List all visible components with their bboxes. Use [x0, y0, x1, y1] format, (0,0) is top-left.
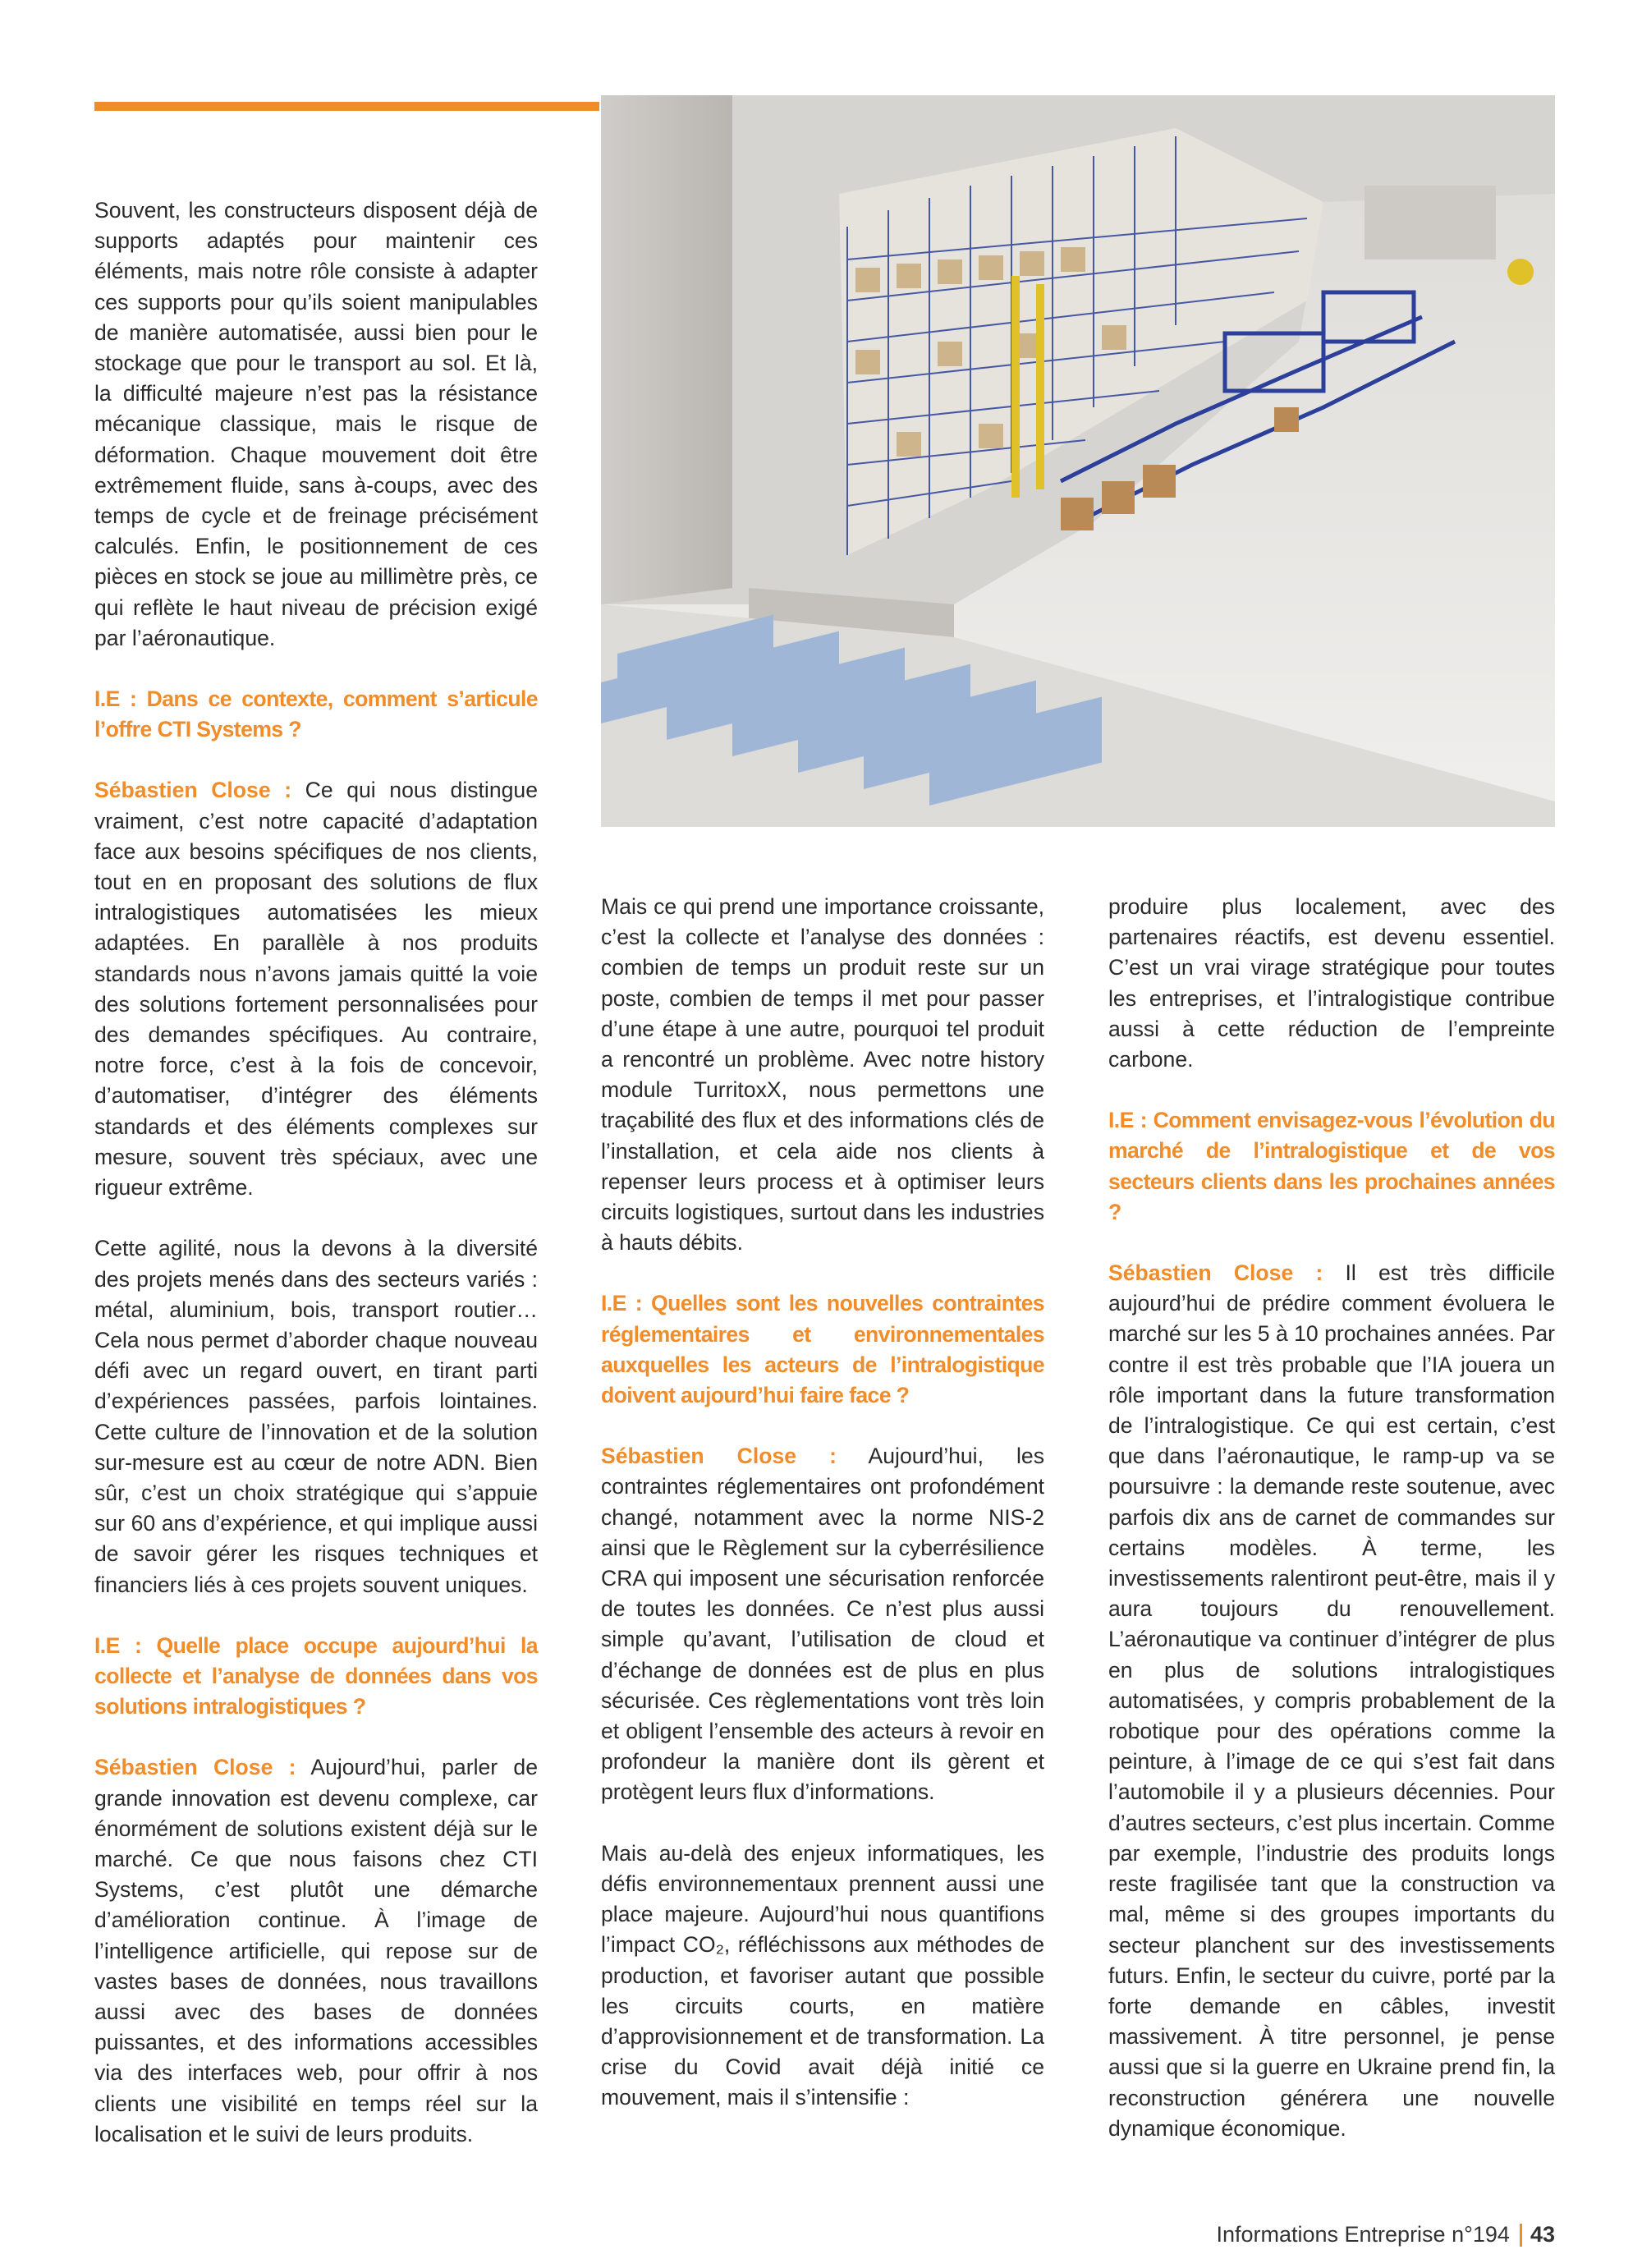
speaker-name: Sébastien Close :	[94, 1755, 296, 1780]
text-column-2	[601, 892, 1044, 2114]
answer-text: Ce qui nous distingue vraiment, c’est notre capacité d’adaptation face aux besoins spécifiques de nos clients, tout en en proposant des solutions de flux intralogistiques automatisées les mieux adaptées. En parallèle à nos produits standards nous n’avons jamais quitté la voie des solutions fortement personnalisées pour des demandes spécifiques. Au contraire, notre force, c’est à la fois de concevoir, d’automatiser, d’intégrer des éléments standards et des éléments complexes sur mesure, souvent très spéciaux, avec une rigueur extrême.	[94, 778, 538, 1201]
interview-question: I.E : Quelle place occupe aujourd’hui la collecte et l’analyse de données dans vos solutions intralogistiques ?	[94, 1632, 538, 1719]
interview-answer	[1108, 1258, 1555, 2144]
speaker-name: Sébastien Close :	[94, 778, 292, 803]
warehouse-illustration	[601, 95, 1555, 827]
page-number: 43	[1530, 2222, 1555, 2247]
warehouse-illustration-icon	[601, 95, 1555, 827]
footer-separator	[1520, 2224, 1522, 2247]
page-footer	[1216, 2222, 1555, 2247]
publication-name: Informations Entreprise n°194	[1216, 2222, 1510, 2247]
text-column-3	[1108, 892, 1555, 2144]
speaker-name: Sébastien Close :	[601, 1444, 837, 1469]
interview-answer	[94, 775, 538, 1203]
paragraph: Mais ce qui prend une importance croissante, c’est la collecte et l’analyse des données : combien de temps un produit reste sur un poste, combien de temps il met pour passer d’une étape à une autre, pourquoi tel produit a rencontré un problème. Avec notre history module TurritoxX, nous permettons une traçabilité des flux et des informations clés de l’installation, et cela aide nos clients à repenser leurs process et à optimiser leurs circuits logistiques, surtout dans les industries à hauts débits.	[601, 894, 1044, 1256]
top-accent-rule	[94, 102, 599, 111]
answer-text: Aujourd’hui, les contraintes réglementaires ont profondément changé, notamment avec la norme NIS-2 ainsi que le Règlement sur la cyberrésilience CRA qui imposent une sécurisation renforcée de toutes les données. Ce n’est plus aussi simple qu’avant, l’utilisation de cloud et d’échange de données est de plus en plus sécurisée. Ces règlementations vont très loin et obligent l’ensemble des acteurs à revoir en profondeur la manière dont ils gèrent et protègent leurs flux d’informations.	[601, 1444, 1044, 1805]
interview-answer	[94, 1752, 538, 2150]
paragraph: Mais au-delà des enjeux informatiques, les défis environnementaux prennent aussi une place majeure. Aujourd’hui nous quantifions l’impact CO₂, réfléchissons aux méthodes de production, et favoriser autant que possible les circuits courts, en matière d’approvisionnement et de transformation. La crise du Covid avait déjà initié ce mouvement, mais il s’intensifie :	[601, 1840, 1044, 2110]
interview-question: I.E : Dans ce contexte, comment s’articule l’offre CTI Systems ?	[94, 686, 538, 742]
paragraph: produire plus localement, avec des partenaires réactifs, est devenu essentiel. C’est un vrai virage stratégique pour toutes les entreprises, et l’intralogistique contribue aussi à cette réduction de l’empreinte carbone.	[1108, 894, 1555, 1072]
paragraph: Cette agilité, nous la devons à la diversité des projets menés dans des secteurs variés : métal, aluminium, bois, transport routier… Cela nous permet d’aborder chaque nouveau défi avec un regard ouvert, en tirant parti d’expériences passées, parfois lointaines. Cette culture de l’innovation et de la solution sur-mesure est au cœur de notre ADN. Bien sûr, c’est un choix stratégique qui s’appuie sur 60 ans d’expérience, et qui implique aussi de savoir gérer les risques techniques et financiers liés à ces projets souvent uniques.	[94, 1236, 538, 1597]
interview-question: I.E : Comment envisagez-vous l’évolution du marché de l’intralogistique et de vos secteurs clients dans les prochaines années ?	[1108, 1108, 1555, 1224]
paragraph: Souvent, les constructeurs disposent déjà de supports adaptés pour maintenir ces éléments, mais notre rôle consiste à adapter ces supports pour qu’ils soient manipulables de manière automatisée, aussi bien pour le stockage que pour le transport au sol. Et là, la difficulté majeure n’est pas la résistance mécanique classique, mais le risque de déformation. Chaque mouvement doit être extrêmement fluide, sans à-coups, avec des temps de cycle et de freinage précisément calculés. Enfin, le positionnement de ces pièces en stock se joue au millimètre près, ce qui reflète le haut niveau de précision exigé par l’aéronautique.	[94, 198, 538, 650]
text-column-1	[94, 195, 538, 2150]
answer-text: Il est très difficile aujourd’hui de prédire comment évoluera le marché sur les 5 à 10 prochaines années. Par contre il est très probable que l’IA jouera un rôle important dans la future transformation de l’intralogistique. Ce qui est certain, c’est que dans l’aéronautique, le ramp-up va se poursuivre : la demande reste soutenue, avec parfois dix ans de carnet de commandes sur certains modèles. À terme, les investissements ralentiront peut-être, mais il y aura toujours du renouvellement. L’aéronautique va continuer d’intégrer de plus en plus de solutions intralogistiques automatisées, y compris probablement de la robotique pour des opérations comme la peinture, à l’image de ce qui s’est fait dans l’automobile il y a plusieurs décennies. Pour d’autres secteurs, c’est plus incertain. Comme par exemple, l’industrie des produits longs reste fragilisée tant que la construction va mal, même si des groupes importants du secteur planchent sur des investissements futurs. Enfin, le secteur du cuivre, porté par la forte demande en câbles, investit massivement. À titre personnel, je pense aussi que si la guerre en Ukraine prend fin, la reconstruction générera une nouvelle dynamique économique.	[1108, 1260, 1556, 2141]
answer-text: Aujourd’hui, parler de grande innovation est devenu complexe, car énormément de solutions existent déjà sur le marché. Ce que nous faisons chez CTI Systems, c’est plutôt une démarche d’amélioration continue. À l’image de l’intelligence artificielle, qui repose sur de vastes bases de données, nous travaillons aussi avec des bases de données puissantes, et des informations accessibles via des interfaces web, pour offrir à nos clients une visibilité en temps réel sur la localisation et le suivi de leurs produits.	[94, 1755, 539, 2146]
interview-question: I.E : Quelles sont les nouvelles contraintes réglementaires et environnementales auxquelles les acteurs de l’intralogistique doivent aujourd’hui faire face ?	[601, 1291, 1044, 1408]
speaker-name: Sébastien Close :	[1108, 1260, 1323, 1286]
interview-answer	[601, 1441, 1044, 1807]
